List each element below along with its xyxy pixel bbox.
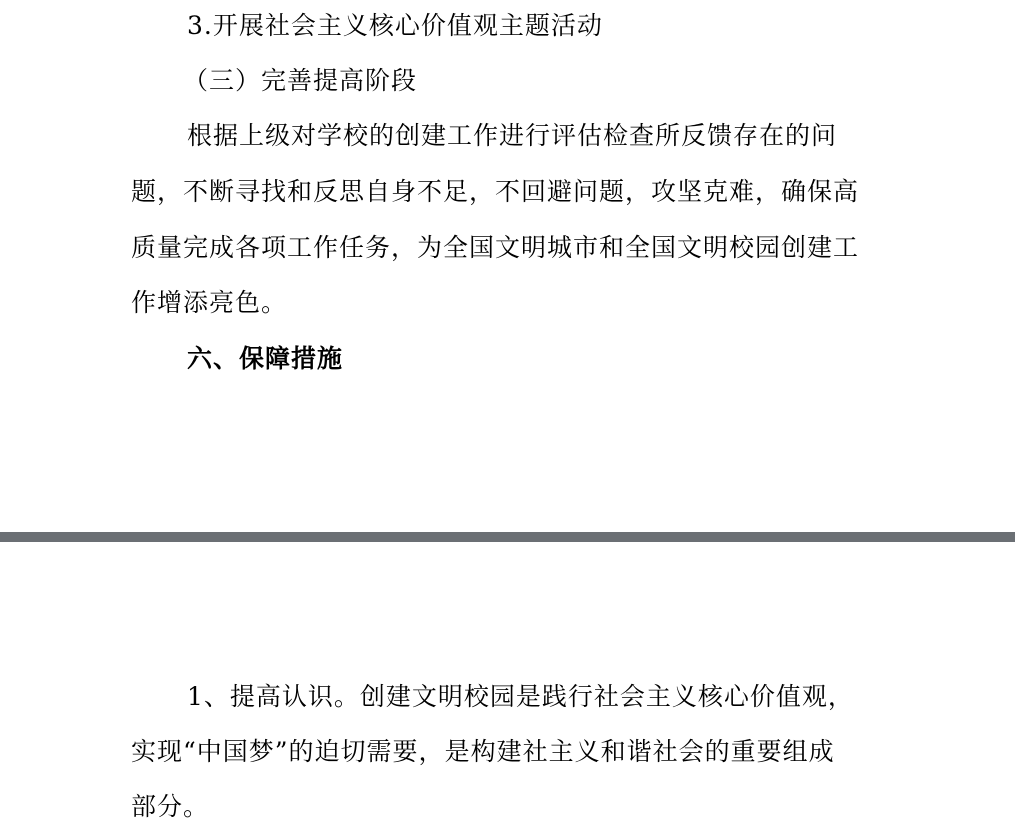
paragraph-line-1: 根据上级对学校的创建工作进行评估检查所反馈存在的问 [187,121,838,150]
paragraph-line-1: 1、提高认识。创建文明校园是践行社会主义核心价值观， [187,682,854,711]
document-page-lower [0,542,1015,830]
page-separator [0,532,1015,542]
paragraph-line-4: 作增添亮色。 [131,288,288,317]
section-heading-6: 六、保障措施 [187,344,344,373]
paragraph-line-3: 部分。 [131,792,210,821]
list-item-3: 3.开展社会主义核心价值观主题活动 [187,11,603,40]
section-heading-3: （三）完善提高阶段 [183,66,418,95]
paragraph-line-2: 题，不断寻找和反思自身不足，不回避问题，攻坚克难，确保高 [131,177,860,206]
paragraph-line-2: 实现“中国梦”的迫切需要，是构建社主义和谐社会的重要组成 [131,737,835,766]
paragraph-line-3: 质量完成各项工作任务，为全国文明城市和全国文明校园创建工 [131,233,860,262]
